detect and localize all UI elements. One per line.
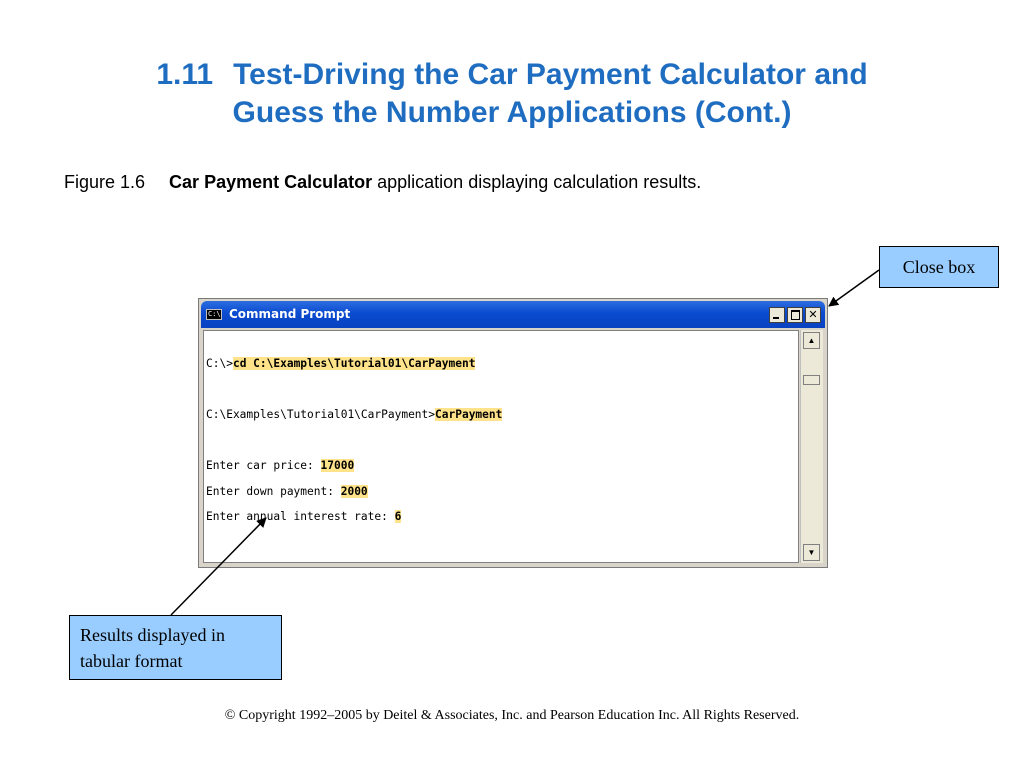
- results-callout-line1: Results displayed in: [80, 625, 225, 645]
- close-button[interactable]: ✕: [805, 307, 821, 323]
- window-title: Command Prompt: [229, 307, 351, 321]
- cmd-icon[interactable]: C:\: [208, 310, 221, 318]
- rate-input-value: 6: [394, 510, 402, 524]
- results-arrow: [171, 518, 266, 615]
- section-number: 1.11: [156, 58, 214, 91]
- close-box-arrow: [829, 270, 879, 306]
- scroll-up-arrow-icon[interactable]: ▲: [803, 332, 820, 349]
- price-input-value: 17000: [320, 459, 355, 473]
- results-callout-line2: tabular format: [80, 651, 183, 671]
- copyright-footer: © Copyright 1992–2005 by Deitel & Associates, Inc. and Pearson Education Inc. All Rights Reserved.: [224, 708, 800, 723]
- caption-text: application displaying calculation results.: [372, 172, 702, 192]
- prompt-text: C:\Examples\Tutorial01\CarPayment>: [206, 407, 436, 421]
- scroll-down-arrow-icon[interactable]: ▼: [803, 544, 820, 561]
- caption-app-name: Car Payment Calculator: [169, 172, 373, 192]
- down-payment-prompt: Enter down payment:: [206, 484, 341, 498]
- typed-command: CarPayment: [435, 407, 503, 421]
- down-payment-input-value: 2000: [340, 484, 368, 498]
- price-prompt: Enter car price:: [206, 459, 321, 473]
- figure-number: Figure 1.6: [64, 172, 146, 192]
- rate-prompt: Enter annual interest rate:: [206, 510, 395, 524]
- title-line1-text: Test-Driving the Car Payment Calculator and: [233, 58, 868, 91]
- prompt-text: C:\>: [206, 356, 233, 370]
- slide-title-line2: Guess the Number Applications (Cont.): [232, 96, 792, 129]
- close-box-callout: Close box: [879, 246, 999, 288]
- typed-command: cd C:\Examples\Tutorial01\CarPayment: [232, 356, 476, 370]
